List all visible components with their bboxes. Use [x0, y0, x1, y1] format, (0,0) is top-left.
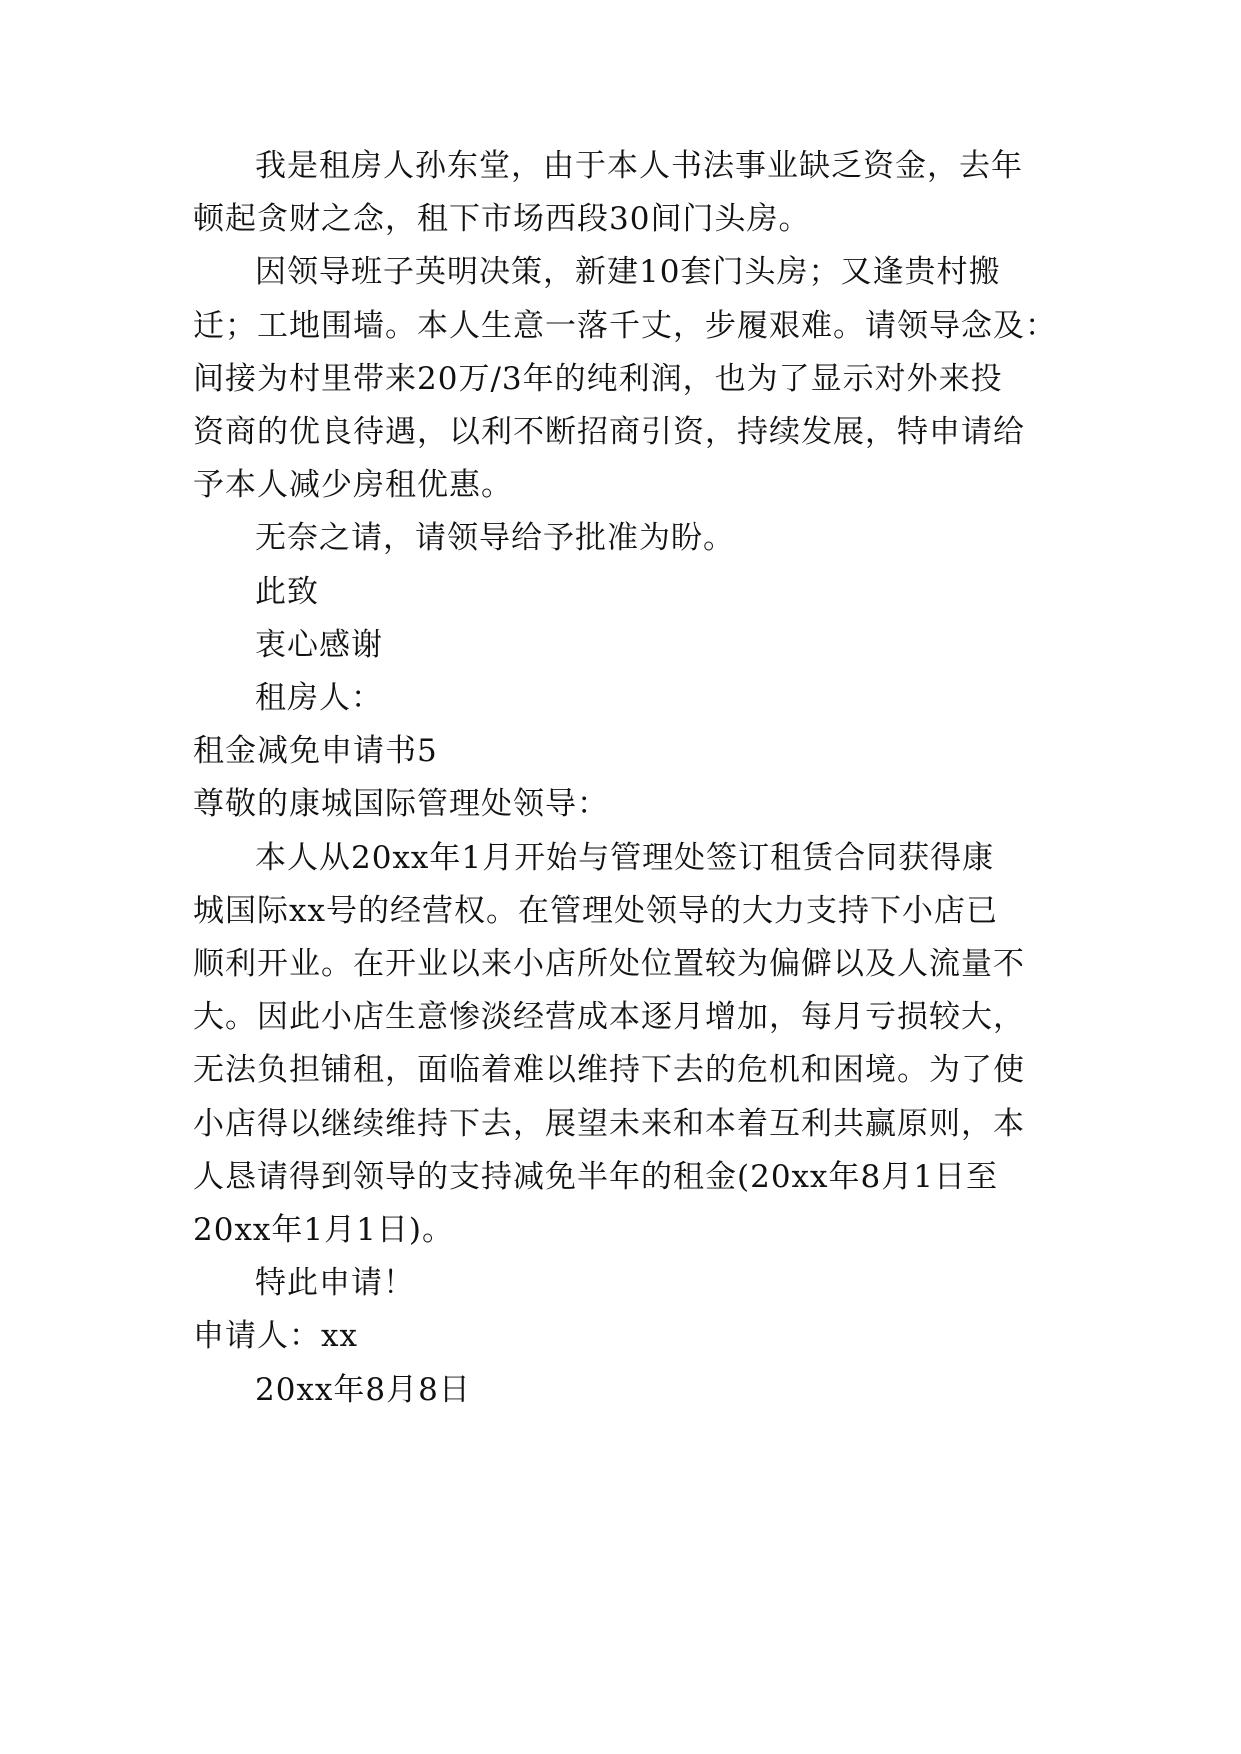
text-line: 此致	[255, 573, 319, 610]
text-line: 顿起贪财之念，租下市场西段30间门头房。	[193, 201, 811, 238]
text-line: 尊敬的康城国际管理处领导：	[193, 786, 609, 823]
text-line: 间接为村里带来20万/3年的纯利润，也为了显示对外来投	[193, 360, 1003, 397]
text-line: 顺利开业。在开业以来小店所处位置较为偏僻以及人流量不	[193, 946, 1025, 982]
text-line: 大。因此小店生意惨淡经营成本逐月增加，每月亏损较大，	[193, 999, 1025, 1036]
text-line: 无法负担铺租，面临着难以维持下去的危机和困境。为了使	[193, 1052, 1025, 1089]
text-line: 衷心感谢	[255, 626, 383, 663]
text-line: 我是租房人孙东堂，由于本人书法事业缺乏资金，去年	[255, 148, 1023, 184]
text-line: 无奈之请，请领导给予批准为盼。	[255, 520, 735, 557]
text-line: 申请人：xx	[193, 1318, 358, 1355]
text-line: 城国际xx号的经营权。在管理处领导的大力支持下小店已	[193, 892, 998, 929]
text-line: 租房人：	[255, 680, 383, 716]
text-line: 特此申请！	[255, 1265, 415, 1302]
text-line: 因领导班子英明决策，新建10套门头房；又逢贵村搬	[255, 254, 1001, 291]
text-line: 本人从20xx年1月开始与管理处签订租赁合同获得康	[255, 839, 995, 876]
text-line: 迁；工地围墙。本人生意一落千丈，步履艰难。请领导念及：	[193, 307, 1057, 344]
text-line: 20xx年8月8日	[255, 1371, 471, 1408]
text-line: 小店得以继续维持下去，展望未来和本着互利共赢原则，本	[193, 1105, 1025, 1142]
text-line: 资商的优良待遇，以利不断招商引资，持续发展，特申请给	[193, 414, 1025, 450]
text-line: 予本人减少房租优惠。	[193, 467, 513, 504]
text-line: 20xx年1月1日)。	[193, 1212, 454, 1248]
text-line: 租金减免申请书5	[193, 733, 438, 770]
text-line: 人恳请得到领导的支持减免半年的租金(20xx年8月1日至	[193, 1158, 998, 1195]
